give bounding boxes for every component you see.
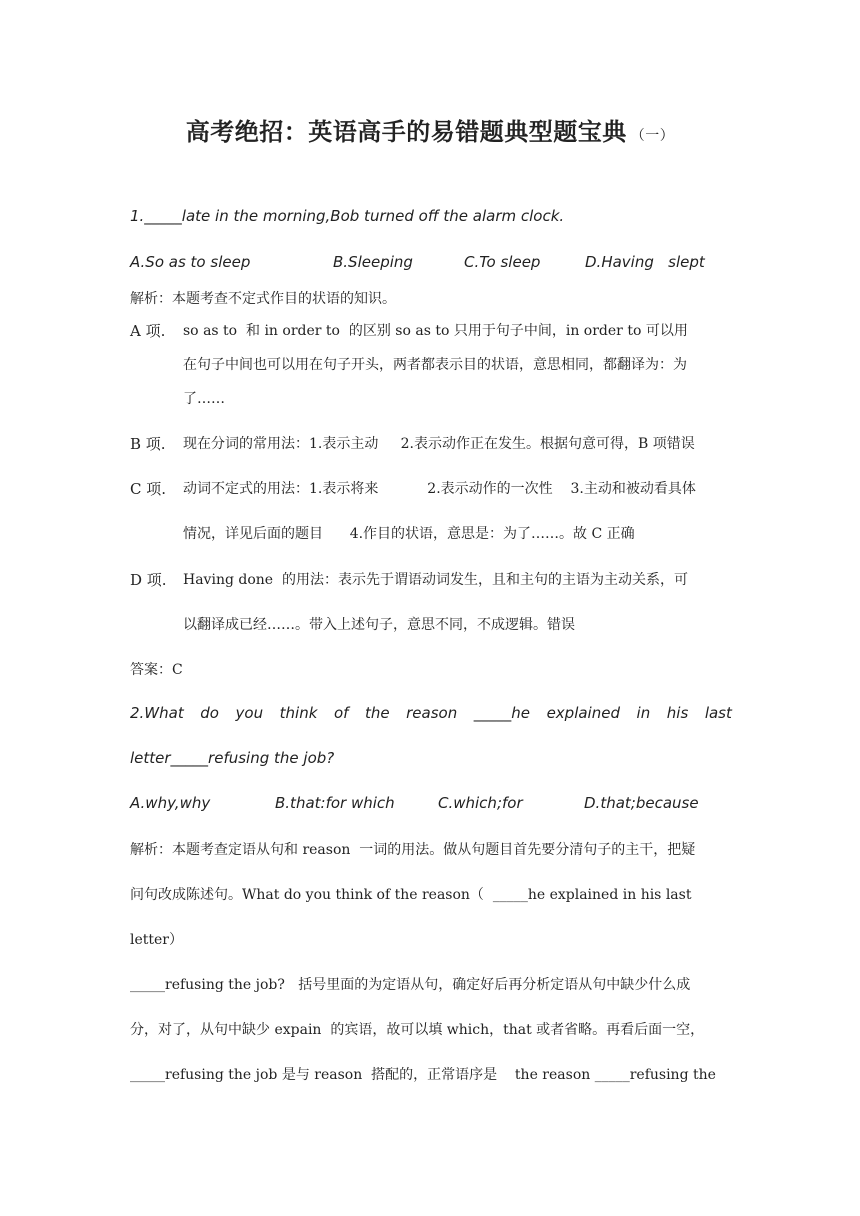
page-title xyxy=(0,112,860,147)
q1-option-c: C.To sleep xyxy=(464,253,541,271)
q2-analysis-line5: 分，对了，从句中缺少 expain 的宾语，故可以填 which，that 或者省略。再看后面一空， xyxy=(130,1022,705,1038)
q1-item-d-label: D 项. xyxy=(130,571,167,589)
q1-question: 1._____late in the morning,Bob turned off the alarm clock. xyxy=(130,207,565,225)
q2-analysis-line4: _____refusing the job? 括号里面的为定语从句，确定好后再分析定语从句中缺少什么成 xyxy=(130,977,691,993)
q1-item-b-line1: 现在分词的常用法：1.表示主动 2.表示动作正在发生。根据句意可得，B 项错误 xyxy=(183,436,695,452)
q1-item-b-label: B 项. xyxy=(130,435,166,453)
q2-question-line2: letter_____refusing the job? xyxy=(130,749,335,767)
q2-word: reason xyxy=(406,704,458,722)
q2-word: the xyxy=(364,704,390,722)
q2-analysis-line3: letter） xyxy=(130,932,183,948)
q1-analysis: 解析：本题考查不定式作目的状语的知识。 xyxy=(130,291,396,307)
q2-option-d: D.that;because xyxy=(584,794,699,812)
q2-word: last xyxy=(704,704,732,722)
q1-item-a-line2: 在句子中间也可以用在句子开头，两者都表示目的状语，意思相同，都翻译为：为 xyxy=(183,357,687,373)
q2-word: think xyxy=(279,704,318,722)
q1-option-d: D.Having slept xyxy=(585,253,705,271)
q1-item-d-line2: 以翻译成已经……。带入上述句子，意思不同，不成逻辑。错误 xyxy=(183,617,575,633)
q2-word: 2.What xyxy=(130,704,184,722)
q1-item-a-line1: so as to 和 in order to 的区别 so as to 只用于句子中间，in order to 可以用 xyxy=(183,323,688,339)
q2-analysis-line1: 解析：本题考查定语从句和 reason 一词的用法。做从句题目首先要分清句子的主干，把疑 xyxy=(130,842,696,858)
title-main: 高考绝招：英语高手的易错题典型题宝典 xyxy=(185,117,627,146)
q2-option-b: B.that:for which xyxy=(275,794,395,812)
q1-item-d-line1: Having done 的用法：表示先于谓语动词发生，且和主句的主语为主动关系，可 xyxy=(183,572,688,588)
q2-analysis-line6: _____refusing the job 是与 reason 搭配的，正常语序是 the reason _____refusing the xyxy=(130,1067,716,1083)
q2-word: in xyxy=(636,704,651,722)
q1-option-b: B.Sleeping xyxy=(333,253,413,271)
q1-option-a: A.So as to sleep xyxy=(130,253,251,271)
q2-option-c: C.which;for xyxy=(438,794,523,812)
q2-word: his xyxy=(666,704,689,722)
q2-word: of xyxy=(333,704,349,722)
q2-question-line1 xyxy=(130,704,732,722)
q2-analysis-line2: 问句改成陈述句。What do you think of the reason（ _____he explained in his last xyxy=(130,887,692,903)
q2-word: explained xyxy=(546,704,620,722)
q2-word: you xyxy=(235,704,264,722)
q2-word: do xyxy=(200,704,219,722)
title-suffix: （一） xyxy=(630,128,675,144)
q1-item-c-label: C 项. xyxy=(130,480,167,498)
q2-option-a: A.why,why xyxy=(130,794,211,812)
q1-item-a-label: A 项. xyxy=(130,322,166,340)
q1-item-a-line3: 了…… xyxy=(183,391,225,407)
q1-item-c-line2: 情况，详见后面的题目 4.作目的状语，意思是：为了……。故 C 正确 xyxy=(183,526,635,542)
q1-answer: 答案：C xyxy=(130,662,183,678)
q2-word: _____he xyxy=(473,704,531,722)
q1-item-c-line1: 动词不定式的用法：1.表示将来 2.表示动作的一次性 3.主动和被动看具体 xyxy=(183,481,696,497)
